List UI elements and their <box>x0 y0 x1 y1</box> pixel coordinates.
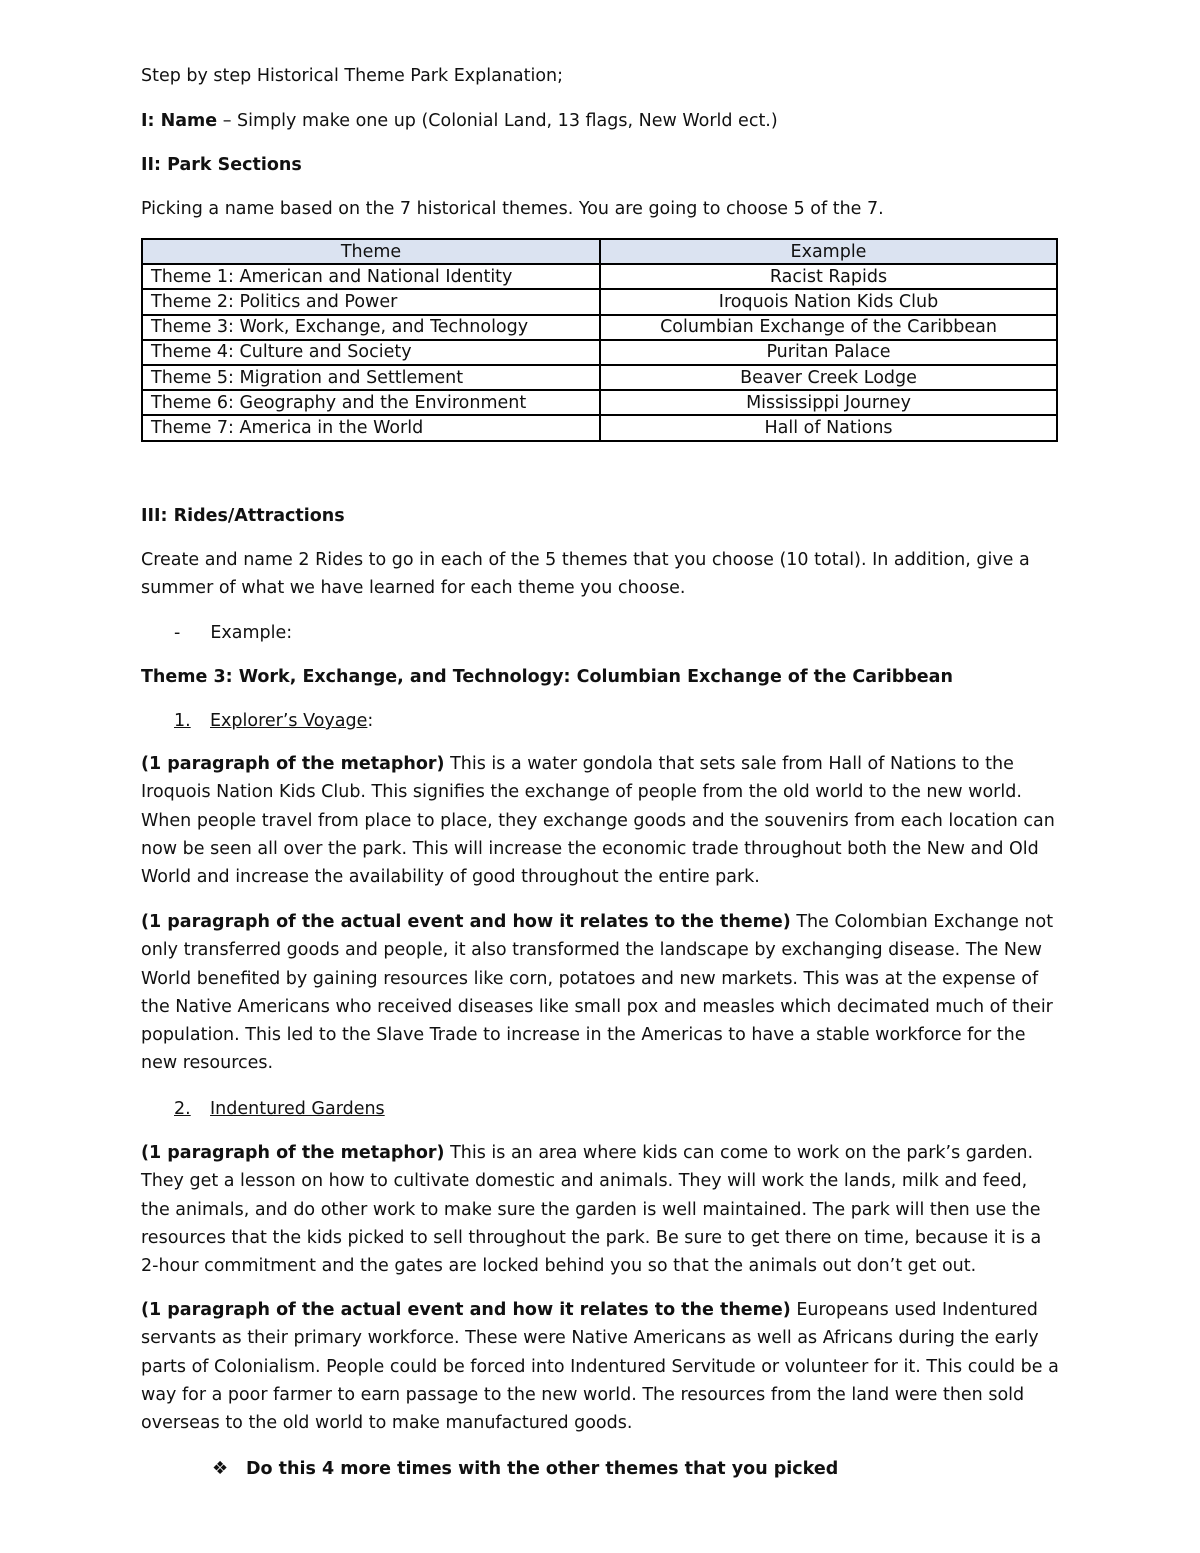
ride2-title-line <box>174 1099 385 1119</box>
ride1-event-label: (1 paragraph of the actual event and how it relates to the theme) <box>141 912 791 932</box>
rides-intro: Create and name 2 Rides to go in each of the 5 themes that you choose (10 total). In addition, give a summer of what we have learned for each theme you choose. <box>141 550 1030 599</box>
themes-table <box>141 238 1058 442</box>
table-row <box>142 365 1057 390</box>
name-section-label: I: Name <box>141 111 218 131</box>
table-row <box>142 415 1057 440</box>
example-label: Example: <box>210 623 293 643</box>
ride2-event-paragraph <box>141 1296 1061 1437</box>
example-cell: Columbian Exchange of the Caribbean <box>600 315 1057 340</box>
example-cell: Racist Rapids <box>600 264 1057 289</box>
table-row <box>142 315 1057 340</box>
ride1-event-paragraph <box>141 908 1061 1078</box>
ride2-event-text: Europeans used Indentured servants as their primary workforce. These were Native Americans as well as Africans during the early parts of Colonialism. People could be forced into Indentured Servitude or volunteer for it. This could be a way for a poor farmer to earn passage to the new world. The resources from the land were then sold overseas to the old world to make manufactured goods. <box>141 1300 1059 1434</box>
example-cell: Beaver Creek Lodge <box>600 365 1057 390</box>
park-sections-intro: Picking a name based on the 7 historical themes. You are going to choose 5 of the 7. <box>141 199 884 219</box>
ride1-metaphor-paragraph <box>141 750 1061 891</box>
table-header-theme: Theme <box>142 239 600 264</box>
ride2-event-label: (1 paragraph of the actual event and how it relates to the theme) <box>141 1300 791 1320</box>
diamond-bullet-icon: ❖ <box>212 1458 229 1479</box>
ride1-metaphor-label: (1 paragraph of the metaphor) <box>141 754 445 774</box>
table-header-row <box>142 239 1057 264</box>
ride2-metaphor-paragraph <box>141 1139 1061 1280</box>
ride1-title: Explorer’s Voyage <box>210 711 368 731</box>
ride2-title: Indentured Gardens <box>210 1099 385 1119</box>
example-cell: Mississippi Journey <box>600 390 1057 415</box>
ride2-number: 2. <box>174 1099 191 1119</box>
theme-cell: Theme 1: American and National Identity <box>142 264 600 289</box>
name-section-text: – Simply make one up (Colonial Land, 13 flags, New World ect.) <box>217 111 778 131</box>
theme-cell: Theme 4: Culture and Society <box>142 340 600 365</box>
ride1-metaphor-text: This is a water gondola that sets sale from Hall of Nations to the Iroquois Nation Kids Club. This signifies the exchange of people from the old world to the new world. When people travel from place to place, they exchange goods and the souvenirs from each location can now be seen all over the park. This will increase the economic trade throughout both the New and Old World and increase the availability of good throughout the entire park. <box>141 754 1055 888</box>
theme-cell: Theme 2: Politics and Power <box>142 289 600 314</box>
page-heading: Step by step Historical Theme Park Explanation; <box>141 66 564 86</box>
example-line <box>174 623 292 643</box>
theme-cell: Theme 5: Migration and Settlement <box>142 365 600 390</box>
footer-text: Do this 4 more times with the other themes that you picked <box>246 1459 839 1479</box>
ride2-metaphor-label: (1 paragraph of the metaphor) <box>141 1143 445 1163</box>
table-row <box>142 390 1057 415</box>
example-theme-heading: Theme 3: Work, Exchange, and Technology: Columbian Exchange of the Caribbean <box>141 667 953 687</box>
ride1-title-line <box>174 711 373 731</box>
ride1-number: 1. <box>174 711 191 731</box>
theme-cell: Theme 7: America in the World <box>142 415 600 440</box>
ride2-metaphor-text: This is an area where kids can come to work on the park’s garden. They get a lesson on how to cultivate domestic and animals. They will work the lands, milk and feed, the animals, and do other work to make sure the garden is well maintained. The park will then use the resources that the kids picked to sell throughout the park. Be sure to get there on time, because it is a 2-hour commitment and the gates are locked behind you so that the animals out don’t get out. <box>141 1143 1042 1277</box>
example-cell: Puritan Palace <box>600 340 1057 365</box>
ride1-colon: : <box>367 711 374 731</box>
footer-instruction <box>212 1459 838 1479</box>
theme-cell: Theme 3: Work, Exchange, and Technology <box>142 315 600 340</box>
name-section <box>141 111 778 131</box>
ride1-event-text: The Colombian Exchange not only transferred goods and people, it also transformed the landscape by exchanging disease. The New World benefited by gaining resources like corn, potatoes and new markets. This was at the expense of the Native Americans who received diseases like small pox and measles which decimated much of their population. This led to the Slave Trade to increase in the Americas to have a stable workforce for the new resources. <box>141 912 1054 1074</box>
example-cell: Hall of Nations <box>600 415 1057 440</box>
theme-cell: Theme 6: Geography and the Environment <box>142 390 600 415</box>
table-row <box>142 340 1057 365</box>
park-sections-heading: II: Park Sections <box>141 155 302 175</box>
table-row <box>142 289 1057 314</box>
example-cell: Iroquois Nation Kids Club <box>600 289 1057 314</box>
table-header-example: Example <box>600 239 1057 264</box>
table-row <box>142 264 1057 289</box>
example-dash: - <box>174 623 181 643</box>
rides-heading: III: Rides/Attractions <box>141 506 345 526</box>
